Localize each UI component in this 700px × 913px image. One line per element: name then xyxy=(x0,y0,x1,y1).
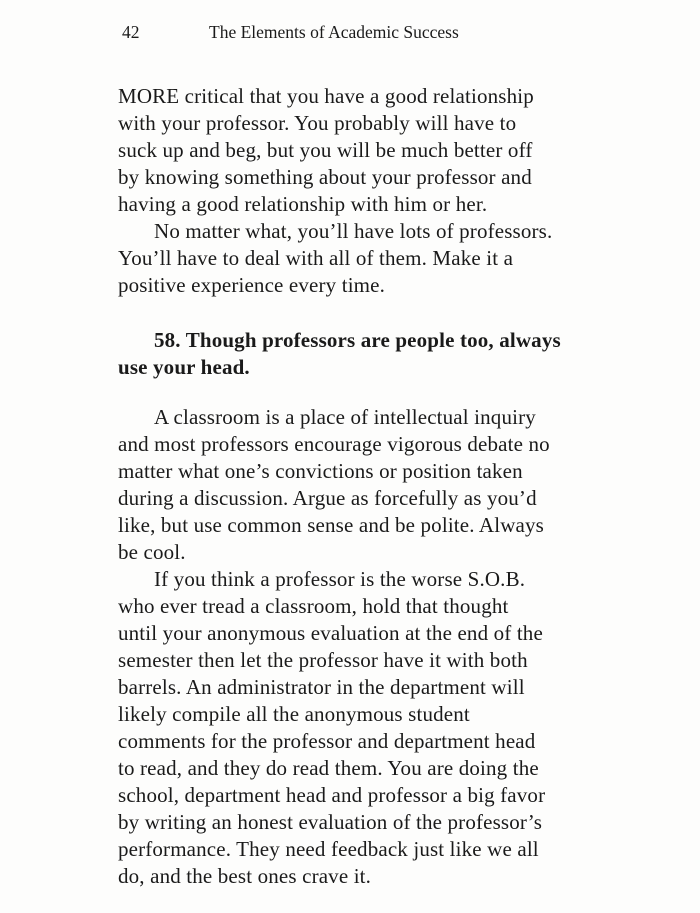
text-line: No matter what, you’ll have lots of professors. xyxy=(154,219,553,243)
text-line: barrels. An administrator in the department will xyxy=(118,675,525,699)
heading-line: use your head. xyxy=(118,355,250,379)
text-line: suck up and beg, but you will be much better off xyxy=(118,138,533,162)
text-line: by writing an honest evaluation of the professor’s xyxy=(118,810,543,834)
heading-line: 58. Though professors are people too, always xyxy=(154,328,561,352)
text-line: and most professors encourage vigorous debate no xyxy=(118,432,550,456)
text-line: be cool. xyxy=(118,540,186,564)
text-line: likely compile all the anonymous student xyxy=(118,702,470,726)
text-line: school, department head and professor a big favor xyxy=(118,783,546,807)
text-line: performance. They need feedback just like we all xyxy=(118,837,539,861)
text-line: MORE critical that you have a good relationship xyxy=(118,84,534,108)
text-line: A classroom is a place of intellectual inquiry xyxy=(154,405,536,429)
text-line: semester then let the professor have it with both xyxy=(118,648,528,672)
text-line: positive experience every time. xyxy=(118,273,386,297)
text-line: do, and the best ones crave it. xyxy=(118,864,372,888)
text-line: comments for the professor and department head xyxy=(118,729,536,753)
text-line: If you think a professor is the worse S.O.B. xyxy=(154,567,526,591)
text-line: You’ll have to deal with all of them. Make it a xyxy=(118,246,514,270)
text-line: during a discussion. Argue as forcefully as you’d xyxy=(118,486,537,510)
text-line: matter what one’s convictions or position taken xyxy=(118,459,523,483)
text-line: with your professor. You probably will have to xyxy=(118,111,517,135)
text-line: like, but use common sense and be polite. Always xyxy=(118,513,544,537)
text-line: by knowing something about your professor and xyxy=(118,165,532,189)
text-line: having a good relationship with him or her. xyxy=(118,192,488,216)
page-number: 42 xyxy=(122,22,140,42)
text-line: to read, and they do read them. You are doing the xyxy=(118,756,539,780)
text-line: who ever tread a classroom, hold that thought xyxy=(118,594,509,618)
running-title: The Elements of Academic Success xyxy=(209,22,459,42)
text-line: until your anonymous evaluation at the end of the xyxy=(118,621,543,645)
